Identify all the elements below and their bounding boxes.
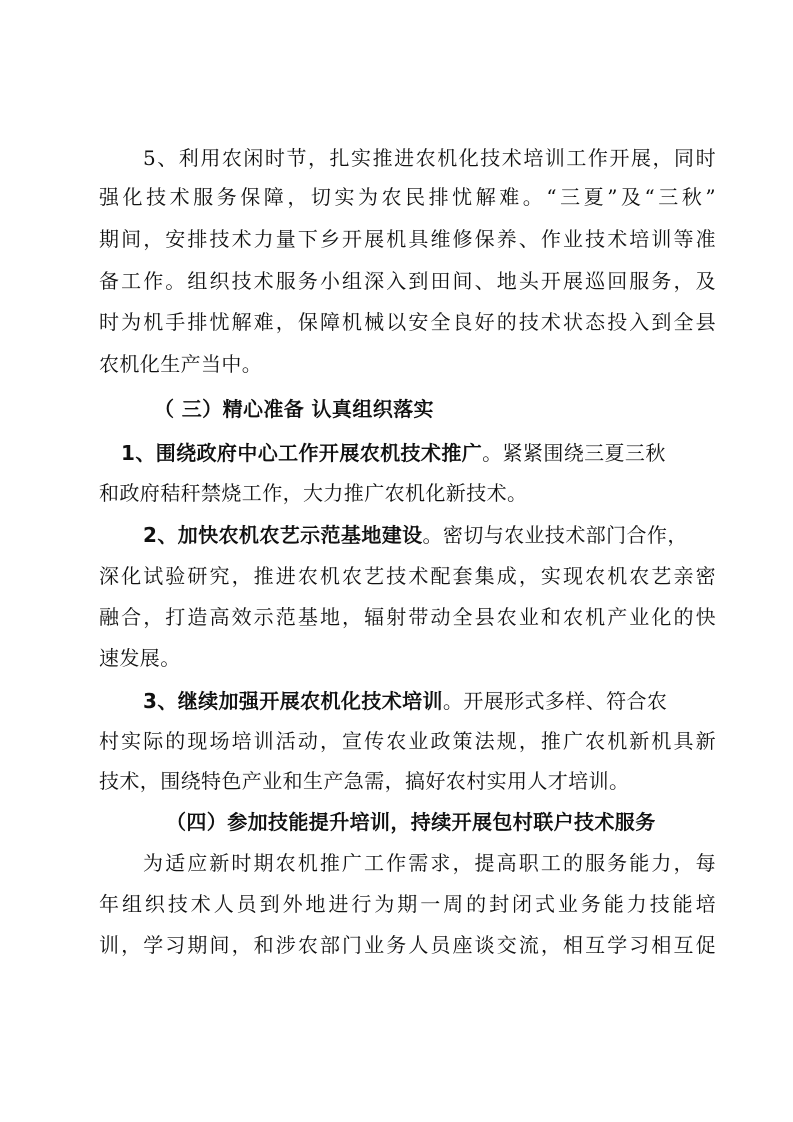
- section-3-heading: （ 三）精心准备 认真组织落实: [154, 397, 434, 421]
- item-3-title: 3、继续加强开展农机化技术培训: [143, 689, 443, 713]
- paragraph-5-line-4: 备工作。组织技术服务小组深入到田间、地头开展巡回服务，及: [99, 269, 716, 293]
- item-3-line-3: 技术，围绕特色产业和生产急需，搞好农村实用人才培训。: [99, 769, 630, 793]
- item-2-title: 2、加快农机农艺示范基地建设: [143, 523, 423, 547]
- item-2-line-3: 融合，打造高效示范基地，辐射带动全县农业和农机产业化的快: [99, 605, 716, 629]
- item-1-first-line: [121, 438, 666, 468]
- item-2-first-line: [143, 520, 688, 550]
- paragraph-5-line-1: 5、利用农闲时节，扎实推进农机化技术培训工作开展，同时: [143, 146, 716, 170]
- item-3-line-2: 村实际的现场培训活动，宣传农业政策法规，推广农机新机具新: [99, 729, 716, 753]
- item-1-text-first: 。紧紧围绕三夏三秋: [482, 441, 666, 465]
- item-2-line-2: 深化试验研究，推进农机农艺技术配套集成，实现农机农艺亲密: [99, 564, 716, 588]
- paragraph-5-line-5: 时为机手排忧解难，保障机械以安全良好的技术状态投入到全县: [99, 310, 716, 334]
- paragraph-last-line-2: 年组织技术人员到外地进行为期一周的封闭式业务能力技能培: [99, 892, 716, 916]
- item-3-text-first: 。开展形式多样、符合农: [442, 689, 668, 713]
- item-2-line-4: 速发展。: [99, 646, 181, 670]
- item-1-title: 1、围绕政府中心工作开展农机技术推广: [121, 441, 483, 465]
- item-2-text-first: 。密切与农业技术部门合作，: [422, 523, 688, 547]
- item-1-line-2: 和政府秸秆禁烧工作，大力推广农机化新技术。: [99, 481, 528, 505]
- item-3-first-line: [143, 686, 667, 716]
- section-4-heading: （四）参加技能提升培训，持续开展包村联户技术服务: [166, 810, 656, 834]
- paragraph-5-line-3: 期间，安排技术力量下乡开展机具维修保养、作业技术培训等准: [99, 227, 716, 251]
- paragraph-5-line-6: 农机化生产当中。: [99, 352, 263, 376]
- paragraph-last-line-3: 训，学习期间，和涉农部门业务人员座谈交流，相互学习相互促: [99, 933, 716, 957]
- paragraph-last-line-1: 为适应新时期农机推广工作需求，提高职工的服务能力，每: [143, 851, 716, 875]
- paragraph-5-line-2: 强化技术服务保障，切实为农民排忧解难。“三夏”及“三秋”: [99, 185, 716, 209]
